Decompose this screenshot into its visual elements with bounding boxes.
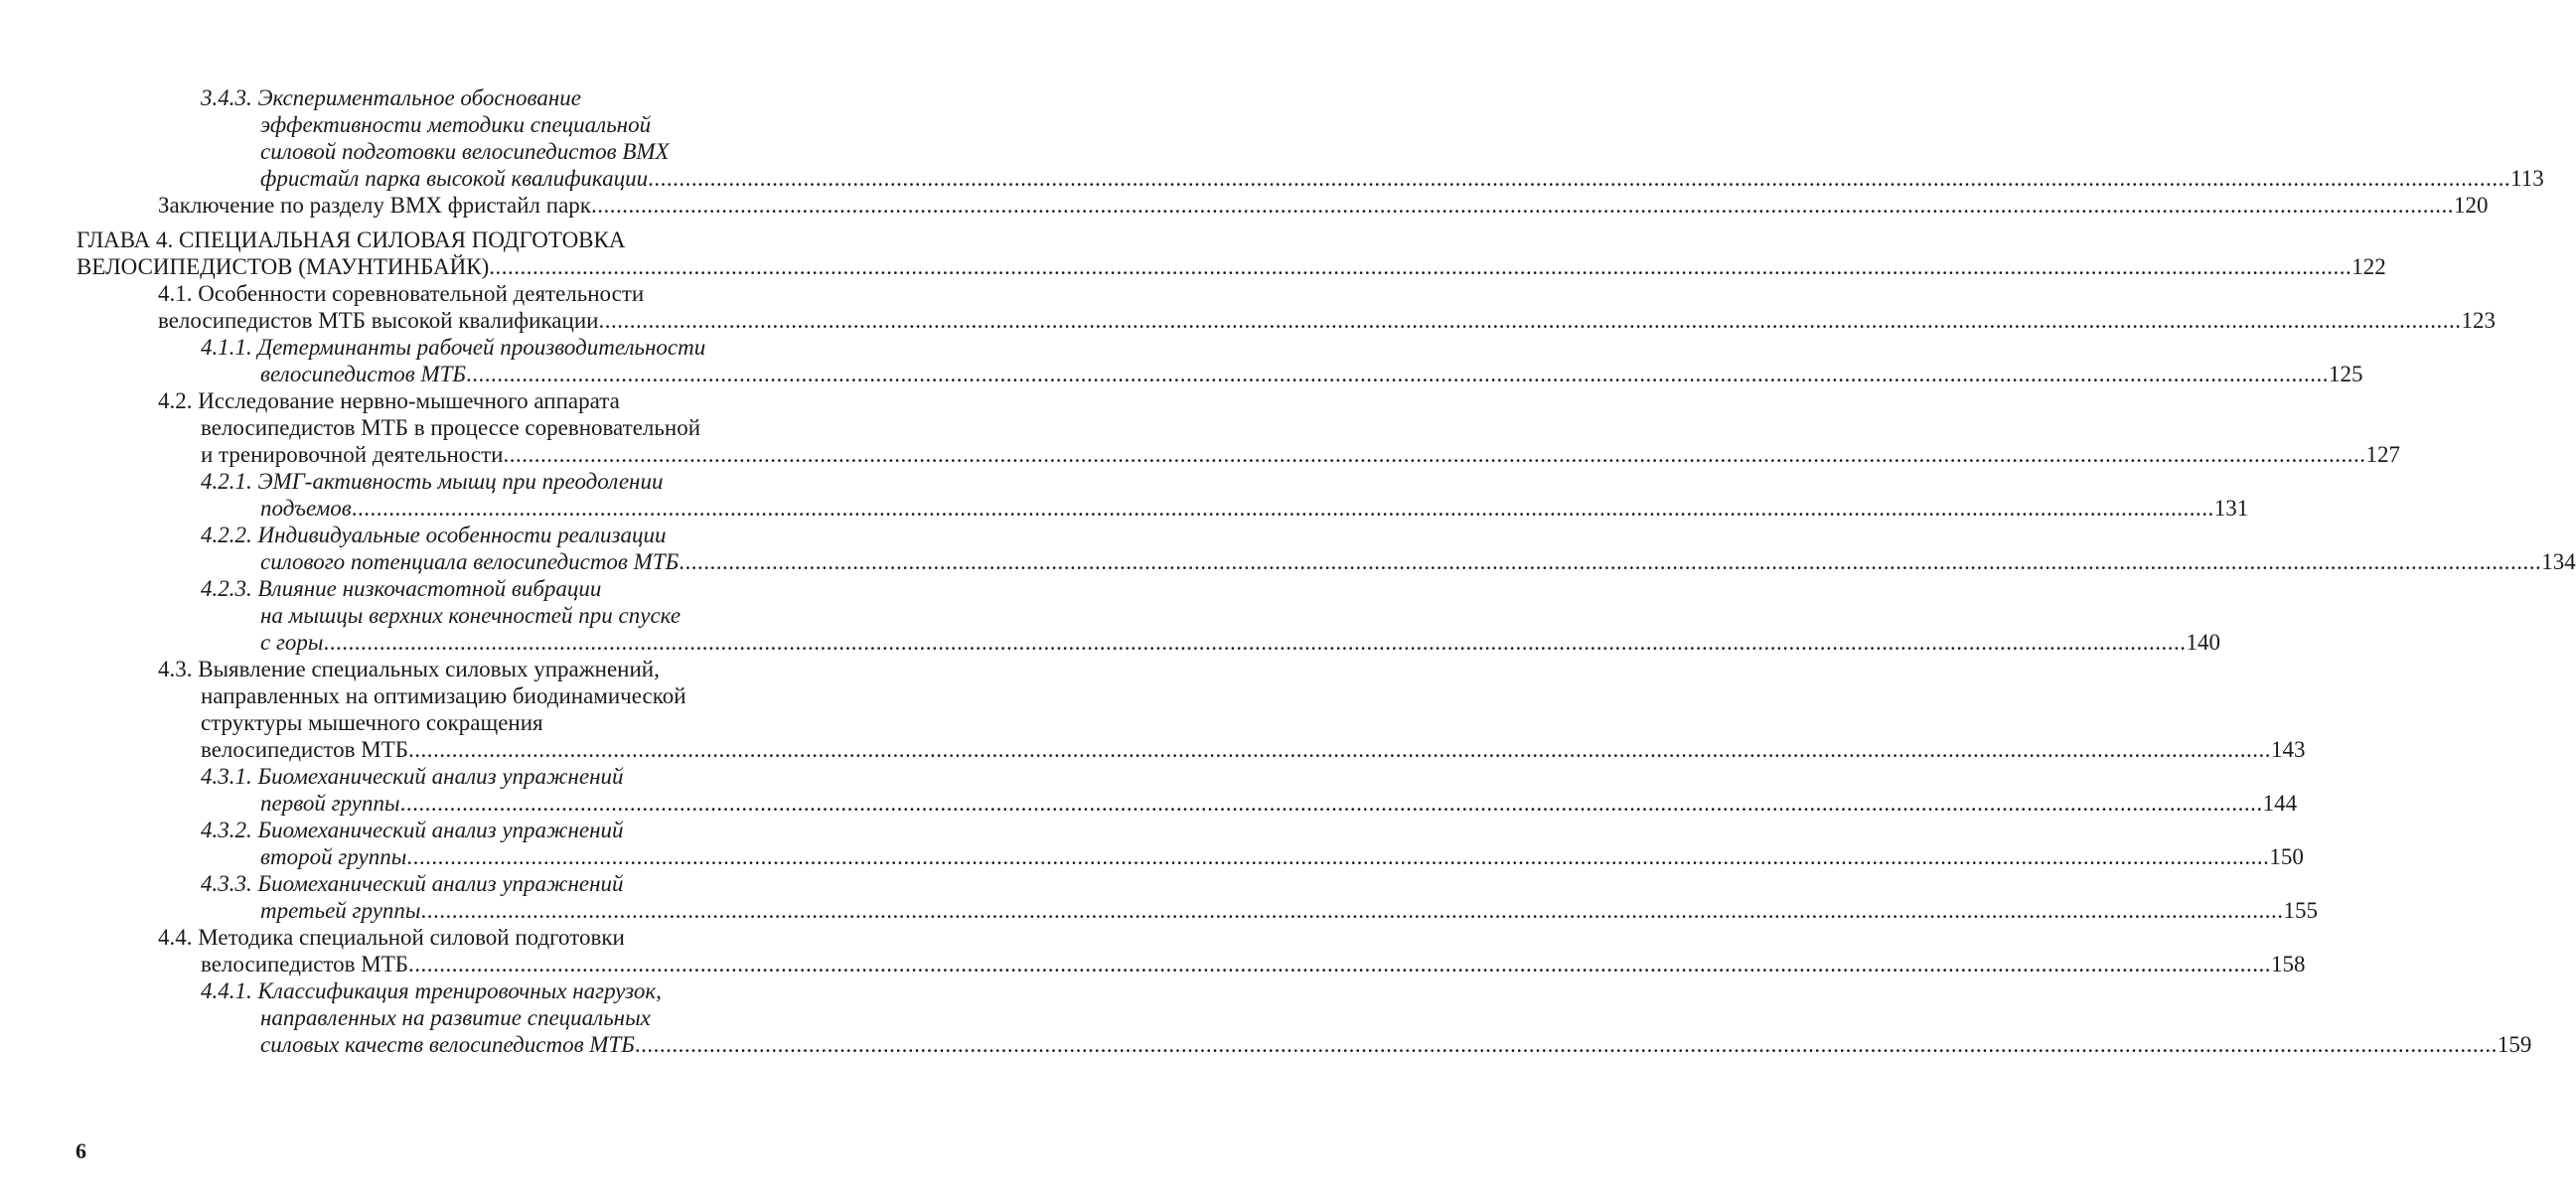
toc-entry-text: фристайл парка высокой квалификации — [260, 166, 649, 191]
toc-leader-dots: ............................................................................................................................................................................................................................................................................................................ — [679, 549, 2542, 574]
toc-entry-line — [260, 548, 2576, 575]
toc-entry[interactable] — [0, 977, 2532, 1058]
toc-entry-text: силовых качеств велосипедистов МТБ — [260, 1032, 635, 1057]
toc-entry-line — [158, 924, 751, 951]
toc-entry-text: 4.2.1. ЭМГ-активность мышц при преодолении — [201, 469, 664, 494]
toc-page-number: 120 — [2453, 193, 2489, 218]
toc-entry-text: 4.3.3. Биомеханический анализ упражнений — [201, 871, 624, 896]
toc-entry-text: ВЕЛОСИПЕДИСТОВ (МАУНТИНБАЙК) — [76, 254, 490, 279]
toc-entry-text: силовой подготовки велосипедистов ВМХ — [260, 139, 670, 164]
toc-leader-dots: ............................................................................................................................................................................................................................................................................................................ — [598, 308, 2462, 333]
toc-entry-text: 4.4. Методика специальной силовой подготовки — [158, 925, 625, 950]
toc-entry-text: силового потенциала велосипедистов МТБ — [260, 549, 680, 574]
toc-entry-text: 3.4.3. Экспериментальное обоснование — [201, 85, 581, 110]
toc-entry-line — [158, 280, 751, 307]
toc-entry-line — [158, 307, 2496, 334]
toc-entry[interactable] — [0, 468, 2249, 522]
toc-entry-line — [260, 790, 2298, 817]
toc-entry-line — [201, 575, 751, 602]
toc-entry-text: подъемов — [260, 496, 352, 521]
toc-entry-text: велосипедистов МТБ — [201, 737, 408, 762]
toc-entry[interactable] — [0, 522, 2576, 575]
toc-entry[interactable] — [0, 387, 2400, 468]
toc-leader-dots: ............................................................................................................................................................................................................................................................................................................ — [648, 166, 2511, 191]
toc-page-number: 113 — [2510, 166, 2544, 191]
toc-entry-text: 4.3.1. Биомеханический анализ упражнений — [201, 764, 624, 789]
toc-leader-dots: ............................................................................................................................................................................................................................................................................................................ — [590, 193, 2454, 218]
toc-page-number: 143 — [2271, 737, 2306, 762]
toc-entry-line — [201, 334, 751, 361]
toc-entry-line — [260, 843, 2304, 870]
toc-entry[interactable] — [0, 924, 2306, 977]
toc-entry-text: 4.2.3. Влияние низкочастотной вибрации — [201, 576, 602, 601]
toc-entry-line — [201, 736, 2306, 763]
toc-entry-text: 4.3.2. Биомеханический анализ упражнений — [201, 818, 624, 842]
toc-entry-line — [260, 1031, 2532, 1058]
toc-page-number: 150 — [2269, 844, 2304, 869]
toc-entry-line — [260, 361, 2363, 387]
toc-page-number: 159 — [2497, 1032, 2532, 1057]
toc-entry-text: направленных на оптимизацию биодинамической — [201, 683, 686, 708]
toc-leader-dots: ............................................................................................................................................................................................................................................................................................................ — [634, 1032, 2498, 1057]
toc-leader-dots: ............................................................................................................................................................................................................................................................................................................ — [399, 791, 2263, 816]
toc-entry[interactable] — [0, 870, 2319, 924]
toc-entry-line — [260, 897, 2319, 924]
toc-entry-line — [260, 1004, 751, 1031]
toc-entry-text: велосипедистов МТБ — [201, 952, 408, 977]
toc-entry-text: третьей группы — [260, 898, 421, 923]
toc-entry-line — [201, 441, 2400, 468]
toc-leader-dots: ............................................................................................................................................................................................................................................................................................................ — [503, 442, 2366, 467]
toc-leader-dots: ............................................................................................................................................................................................................................................................................................................ — [406, 844, 2270, 869]
toc-entry-line — [158, 656, 751, 682]
toc-entry-line — [260, 111, 751, 138]
toc-entry-line — [158, 192, 2489, 219]
toc-leader-dots: ............................................................................................................................................................................................................................................................................................................ — [420, 898, 2284, 923]
toc-leader-dots: ............................................................................................................................................................................................................................................................................................................ — [408, 737, 2271, 762]
toc-entry-text: 4.3. Выявление специальных силовых упражнений, — [158, 657, 660, 681]
toc-page-number: 125 — [2328, 362, 2363, 386]
toc-entry-line — [201, 682, 751, 709]
toc-entry-line — [76, 226, 751, 253]
toc-entry[interactable] — [0, 334, 2363, 387]
toc-entry[interactable] — [0, 575, 2221, 656]
toc-page-number: 144 — [2262, 791, 2298, 816]
table-of-contents — [0, 84, 2576, 1058]
toc-entry[interactable] — [0, 192, 2489, 219]
toc-page-number: 131 — [2213, 496, 2249, 521]
toc-entry[interactable] — [0, 763, 2298, 817]
toc-entry-line — [201, 977, 751, 1004]
toc-entry-text: велосипедистов МТБ высокой квалификации — [158, 308, 599, 333]
page-number: 6 — [76, 1138, 86, 1163]
toc-page-number: 122 — [2351, 254, 2386, 279]
toc-entry-line — [260, 165, 2544, 192]
toc-entry-text: эффективности методики специальной — [260, 112, 652, 137]
toc-leader-dots: ............................................................................................................................................................................................................................................................................................................ — [408, 952, 2271, 977]
toc-entry-text: первой группы — [260, 791, 400, 816]
toc-entry-line — [76, 253, 2386, 280]
toc-leader-dots: ............................................................................................................................................................................................................................................................................................................ — [351, 496, 2214, 521]
toc-page-number: 155 — [2283, 898, 2319, 923]
toc-entry-text: велосипедистов МТБ в процессе соревновательной — [201, 415, 701, 440]
toc-entry-text: Заключение по разделу ВМХ фристайл парк — [158, 193, 591, 218]
toc-entry-line — [260, 138, 751, 165]
toc-entry-text: структуры мышечного сокращения — [201, 710, 543, 735]
toc-entry-text: 4.2. Исследование нервно-мышечного аппарата — [158, 388, 620, 413]
toc-page-number: 140 — [2186, 630, 2221, 655]
toc-entry-text: 4.1. Особенности соревновательной деятельности — [158, 281, 645, 306]
toc-leader-dots: ............................................................................................................................................................................................................................................................................................................ — [323, 630, 2187, 655]
toc-page-number: 134 — [2541, 549, 2576, 574]
toc-entry-line — [260, 602, 751, 629]
toc-entry-line — [201, 763, 751, 790]
toc-entry-text: с горы — [260, 630, 324, 655]
toc-entry-text: 4.4.1. Классификация тренировочных нагрузок, — [201, 978, 662, 1003]
toc-entry[interactable] — [0, 817, 2304, 870]
toc-entry-text: ГЛАВА 4. СПЕЦИАЛЬНАЯ СИЛОВАЯ ПОДГОТОВКА — [76, 227, 626, 252]
toc-entry-line — [201, 951, 2306, 977]
toc-entry[interactable] — [0, 226, 2386, 280]
toc-entry-text: велосипедистов МТБ — [260, 362, 466, 386]
toc-entry-line — [260, 629, 2221, 656]
toc-entry-text: 4.2.2. Индивидуальные особенности реализации — [201, 523, 667, 547]
toc-entry[interactable] — [0, 84, 2544, 192]
toc-entry-line — [201, 84, 751, 111]
toc-entry[interactable] — [0, 656, 2306, 763]
toc-entry-text: и тренировочной деятельности — [201, 442, 504, 467]
toc-entry-text: на мышцы верхних конечностей при спуске — [260, 603, 682, 628]
toc-leader-dots: ............................................................................................................................................................................................................................................................................................................ — [489, 254, 2352, 279]
toc-entry-line — [260, 495, 2249, 522]
toc-page-number: 127 — [2365, 442, 2400, 467]
toc-entry-line — [201, 870, 751, 897]
toc-entry[interactable] — [0, 280, 2496, 334]
toc-page-number: 123 — [2461, 308, 2496, 333]
toc-leader-dots: ............................................................................................................................................................................................................................................................................................................ — [465, 362, 2329, 386]
toc-entry-line — [201, 414, 751, 441]
toc-entry-line — [201, 817, 751, 843]
toc-entry-line — [201, 522, 751, 548]
toc-entry-line — [158, 387, 751, 414]
toc-entry-line — [201, 468, 751, 495]
toc-entry-text: второй группы — [260, 844, 407, 869]
toc-entry-text: направленных на развитие специальных — [260, 1005, 651, 1030]
toc-page-number: 158 — [2271, 952, 2306, 977]
toc-entry-text: 4.1.1. Детерминанты рабочей производительности — [201, 335, 706, 360]
toc-entry-line — [201, 709, 751, 736]
